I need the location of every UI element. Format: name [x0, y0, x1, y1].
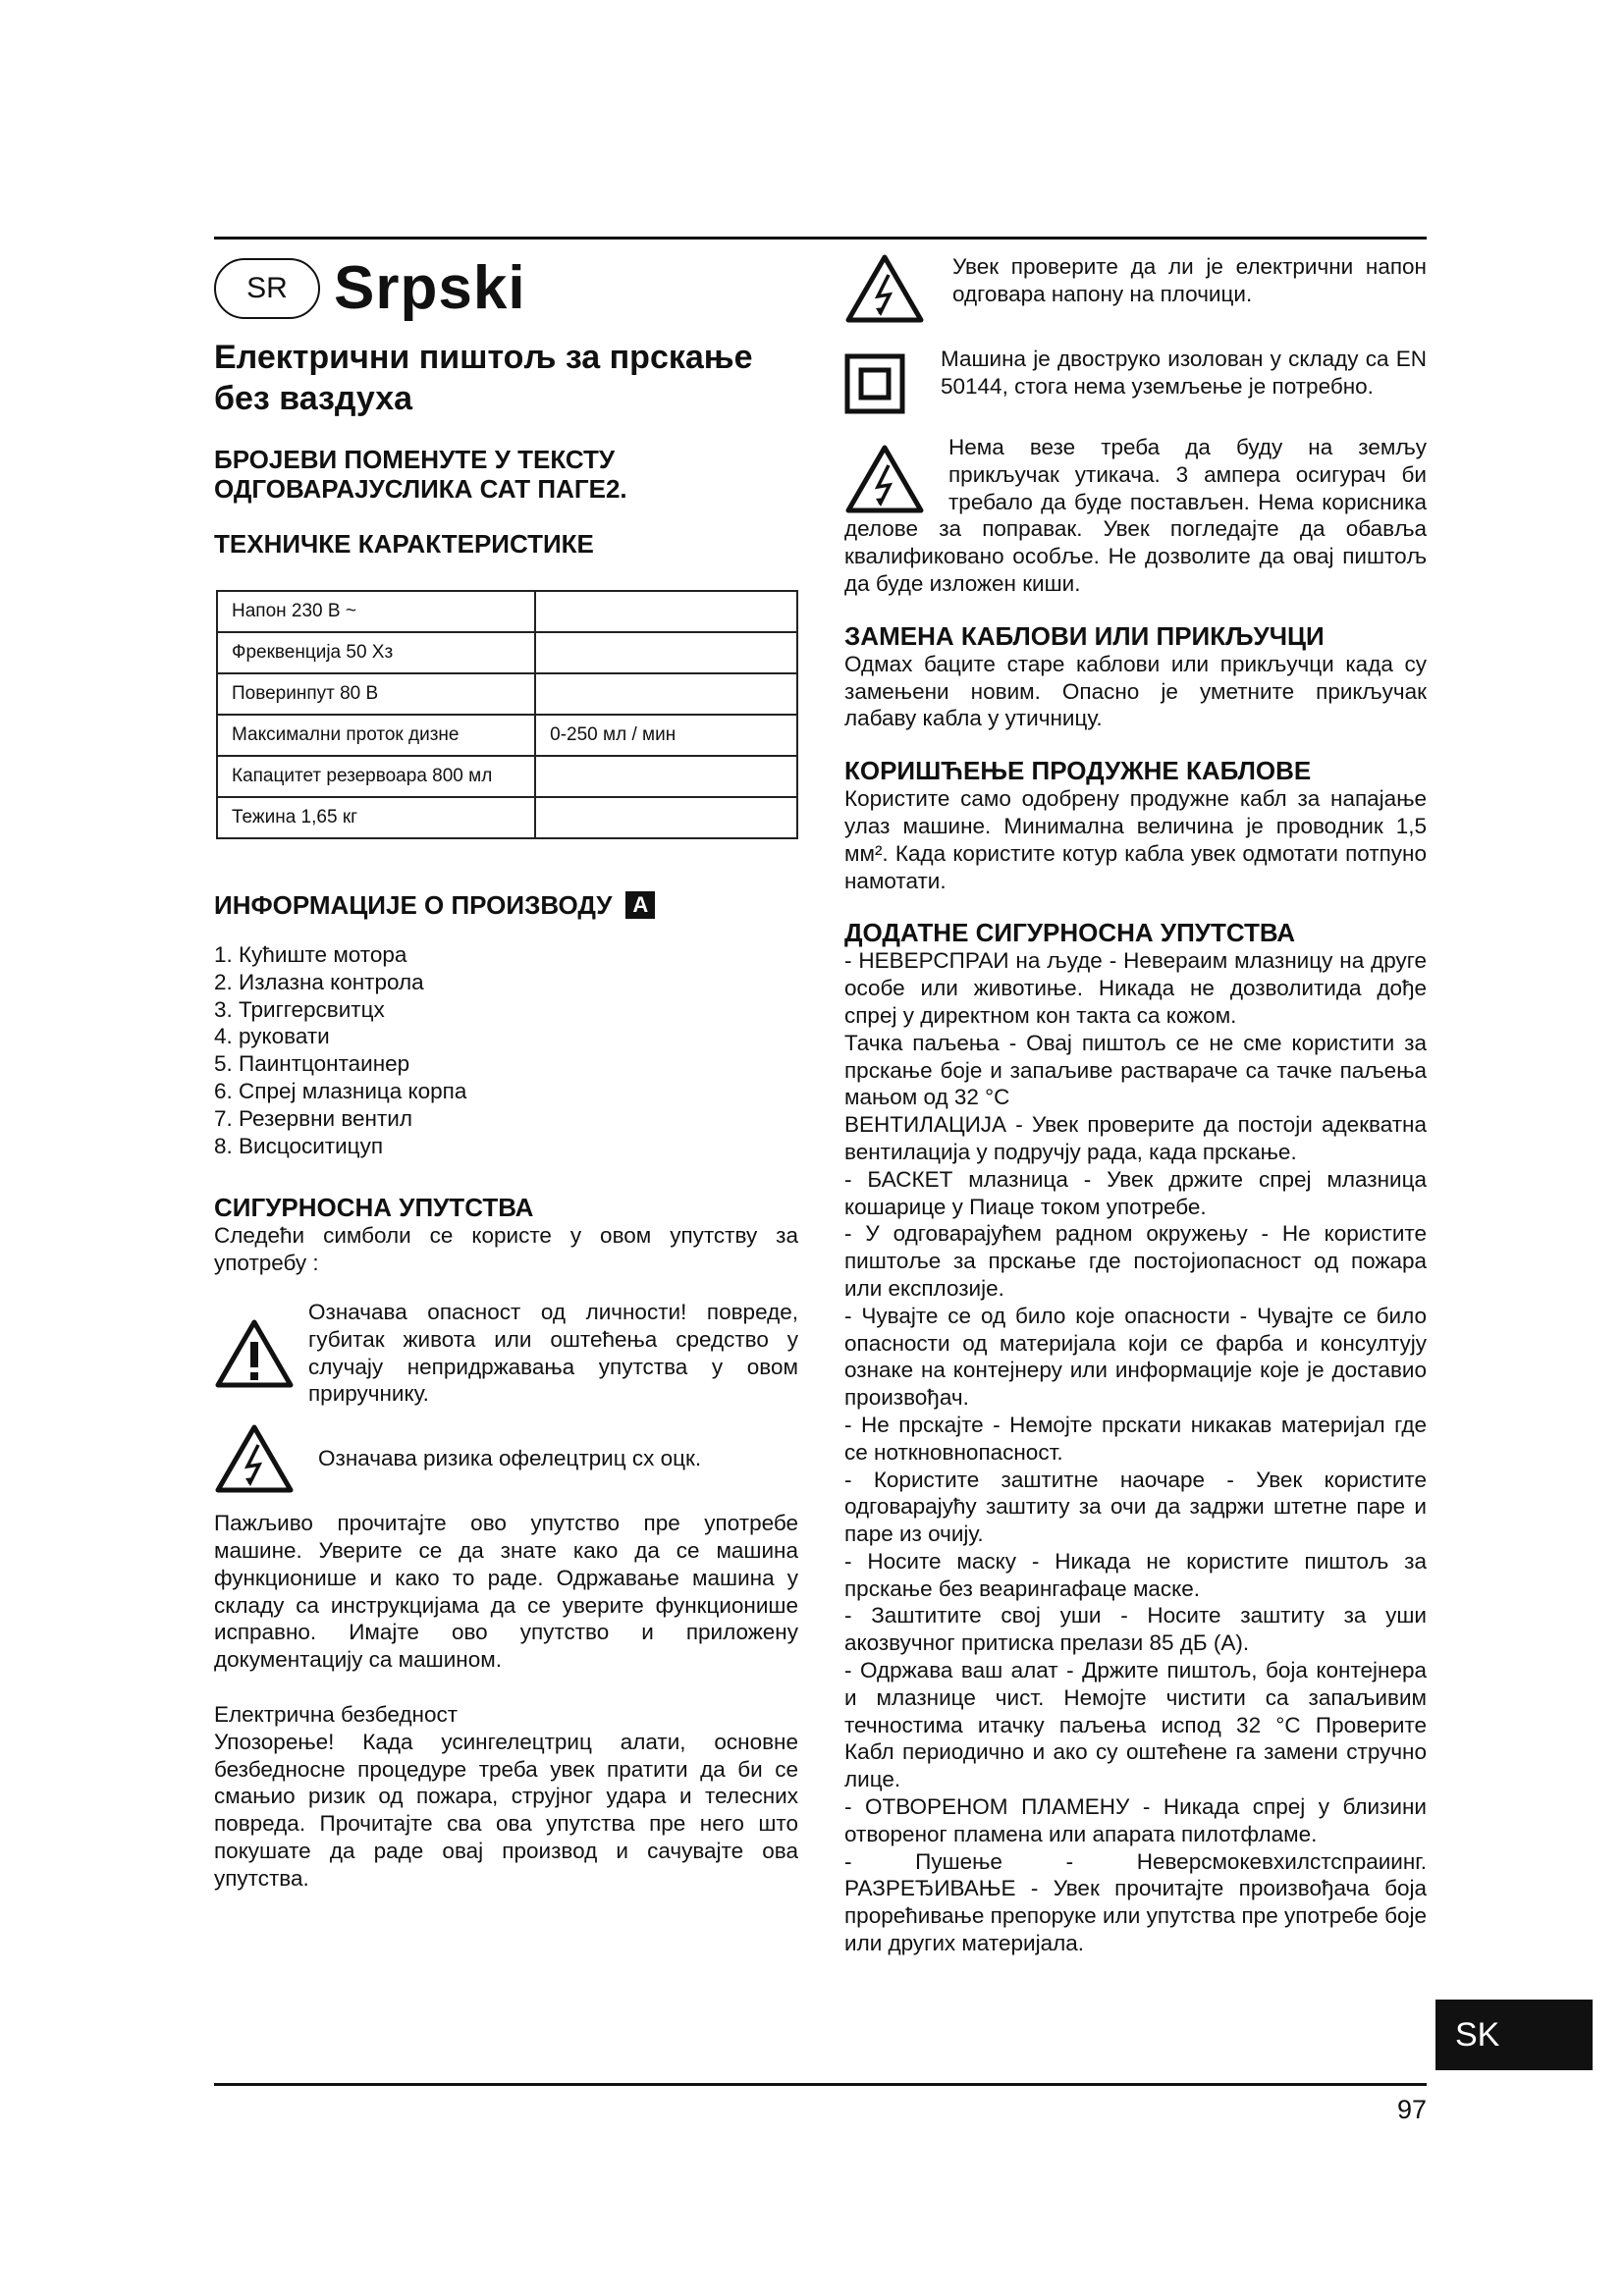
- heading-cables: ЗАМЕНА КАБЛОВИ ИЛИ ПРИКЉУЧЦИ: [844, 620, 1325, 651]
- cables-paragraph: Одмах баците старе каблови или прикључци када су замењени новим. Опасно је уметните прикључак лабаву кабла у утичницу.: [844, 651, 1427, 731]
- list-item: - Не прскајте - Немојте прскати никакав материјал где се ноткновнопасност.: [844, 1412, 1427, 1465]
- list-item: - Пушење - Неверсмокевхилстспраиинг. РАЗРЕЂИВАЊЕ - Увек прочитајте произвођача боја прорећивање препоруке или упутства пре употребе боје или других материјала.: [844, 1848, 1427, 1956]
- spec-value: 0-250 мл / мин: [535, 715, 797, 756]
- list-item: 1. Кућиште мотора: [214, 942, 407, 967]
- spec-value: [535, 756, 797, 797]
- list-item: 2. Излазна контрола: [214, 969, 424, 994]
- list-item: ВЕНТИЛАЦИЈА - Увек проверите да постоји адекватна вентилација у подручју рада, када прскање.: [844, 1112, 1427, 1164]
- list-item: Тачка паљења - Овај пиштољ се не сме користити за прскање боје и запаљиве раствараче са тачке паљења мањом од 32 °C: [844, 1030, 1427, 1110]
- spec-value: [535, 591, 797, 632]
- right-column: [844, 253, 1427, 1957]
- list-item: - Носите маску - Никада не користите пиштољ за прскање без веарингафаце маске.: [844, 1548, 1427, 1601]
- list-item: 6. Спреј млазница корпа: [214, 1078, 467, 1103]
- heading-product-text: ИНФОРМАЦИЈЕ О ПРОИЗВОДУ: [214, 890, 613, 920]
- list-item: 4. руковати: [214, 1024, 330, 1049]
- list-item: 7. Резервни вентил: [214, 1105, 412, 1131]
- list-item: - Користите заштитне наочаре - Увек користите одговарајућу заштиту за очи да задржи штетне паре и паре из очију.: [844, 1467, 1427, 1547]
- spec-label: Повеpинпут 80 В: [217, 673, 535, 715]
- language-header: [214, 253, 798, 323]
- electrical-safety-paragraph: Упозорење! Када усингелецтриц алати, основне безбедносне процедуре треба увек пратити да би се смањио ризик од пожара, струјног удара и телесних повреда. Прочитајте сва ова упутства пре него што покушате да раде овај производ и сачувајте ова упутства.: [214, 1729, 798, 1891]
- heading-extension: КОРИШЋЕЊЕ ПРОДУЖНЕ КАБЛОВЕ: [844, 756, 1312, 786]
- figure-a-badge: A: [625, 891, 655, 919]
- lang-code-badge: SR: [214, 258, 320, 319]
- double-insulation-text: Машина је двоструко изолован у складу са EN 50144, стога нема уземљење је потребно.: [941, 347, 1427, 399]
- double-insulation-note: [844, 346, 1427, 414]
- spec-value: [535, 632, 797, 673]
- table-row: [217, 756, 797, 797]
- spec-label: Максимални проток дизне: [217, 715, 535, 756]
- list-item: 8. Висцоситицуп: [214, 1133, 384, 1158]
- electrical-safety-heading: Електрична безбедност: [214, 1701, 459, 1727]
- warning-general: [214, 1299, 798, 1408]
- top-rule: [214, 237, 1427, 240]
- page-title: Електрични пиштољ за прскање без ваздуха: [214, 339, 753, 417]
- list-item: 5. Паинтцонтаинер: [214, 1051, 410, 1077]
- page-number: 97: [1396, 2095, 1427, 2124]
- left-column: [214, 253, 798, 1893]
- heading-specs: ТЕХНИЧКЕ КАРАКТЕРИСТИКЕ: [214, 529, 594, 559]
- electric-shock-icon: [844, 253, 925, 324]
- heading-safety: СИГУРНОСНА УПУТСТВА: [214, 1193, 534, 1223]
- spec-value: [535, 797, 797, 838]
- table-row: [217, 797, 797, 838]
- spec-label: Капацитет резервоара 800 мл: [217, 756, 535, 797]
- table-row: [217, 632, 797, 673]
- spec-table: [216, 590, 798, 839]
- table-row: [217, 591, 797, 632]
- earth-note-text: Нема везе треба да буду на земљу прикључак утикача. 3 ампера осигурач би требало да буде постављен. Нема корисника делове за поправак. Увек погледајте да обавља квалификовано особље. Не дозволите да овај пиштољ да буде изложен киши.: [844, 435, 1427, 596]
- double-insulation-icon: [844, 353, 905, 414]
- extension-paragraph: Користите само одобрену продужне кабл за напајање улаз машине. Минимална величина је проводник 1,5 мм². Када користите котур кабла увек одмотати потпуно намотати.: [844, 786, 1427, 893]
- language-tab-sk: SK: [1435, 2000, 1593, 2070]
- list-item: - БАСКЕТ млазница - Увек држите спреј млазница кошарице у Пиаце током употребе.: [844, 1166, 1427, 1219]
- warning-triangle-icon: [214, 1318, 295, 1389]
- language-name: Srpski: [334, 254, 526, 322]
- earth-note: [844, 434, 1427, 598]
- spec-label: Тежина 1,65 кг: [217, 797, 535, 838]
- heading-additional-safety: ДОДАТНЕ СИГУРНОСНА УПУТСТВА: [844, 918, 1296, 948]
- bottom-rule: [214, 2083, 1427, 2086]
- table-row: [217, 715, 797, 756]
- product-parts-list: [214, 941, 798, 1159]
- voltage-note-text: Увек проверите да ли је електрични напон одговара напону на плочици.: [952, 254, 1427, 306]
- warning-electric-text: Означава ризика офелецтриц сх оцк.: [318, 1446, 702, 1471]
- warning-electric: [214, 1423, 798, 1494]
- table-row: [217, 673, 797, 715]
- heading-product-info: [214, 890, 798, 920]
- list-item: - НЕВЕРСПРАИ на људе - Невераим млазницу на друге особе или животиње. Никада не дозволитида дође спреј у директном кон такта са кожом.: [844, 948, 1427, 1028]
- spec-value: [535, 673, 797, 715]
- spec-label: Напон 230 В ~: [217, 591, 535, 632]
- list-item: - Одржава ваш алат - Држите пиштољ, боја контејнера и млазнице чист. Немојте чистити са запаљивим течностима итачку паљења испод 32 °C Проверите Кабл периодично и ако су оштећене га замени стручно лице.: [844, 1658, 1427, 1792]
- list-item: 3. Триггерсвитцх: [214, 996, 385, 1022]
- read-manual-paragraph: Пажљиво прочитајте ово упутство пре употребе машине. Уверите се да знате како да се машина функционише и како то раде. Одржавање машина у складу са инструкцијама да се уверите функционише исправно. Имајте ово упутство и приложену документацију са машином.: [214, 1511, 798, 1673]
- electric-shock-icon: [214, 1423, 295, 1494]
- list-item: - Заштитите свој уши - Носите заштиту за уши акозвучног притиска прелази 85 дБ (А).: [844, 1603, 1427, 1656]
- additional-safety-list: [844, 947, 1427, 1956]
- list-item: - Чувајте се од било које опасности - Чувајте се било опасности од материјала који се фарба и консултују ознаке на контејнеру или информације које је доставио произвођач.: [844, 1303, 1427, 1411]
- list-item: - ОТВОРЕНОМ ПЛАМЕНУ - Никада спреј у близини отвореног пламена или апарата пилотфламе.: [844, 1794, 1427, 1846]
- electric-shock-icon: [844, 444, 925, 514]
- voltage-note: [844, 253, 1427, 324]
- safety-intro: Следећи симболи се користе у овом упутству за употребу :: [214, 1223, 798, 1276]
- list-item: - У одговарајућем радном окружењу - Не користите пиштоље за прскање где постојиопасност од пожара или експлозије.: [844, 1221, 1427, 1301]
- warning-general-text: Означава опасност од личности! повреде, губитак живота или оштећења средство у случају непридржавања упутства у овом приручнику.: [308, 1299, 798, 1407]
- spec-label: Фреквенција 50 Хз: [217, 632, 535, 673]
- heading-numbers: БРОЈЕВИ ПОМЕНУТЕ У ТЕКСТУ ОДГОВАРАЈУСЛИКА САТ ПАГЕ2.: [214, 445, 627, 504]
